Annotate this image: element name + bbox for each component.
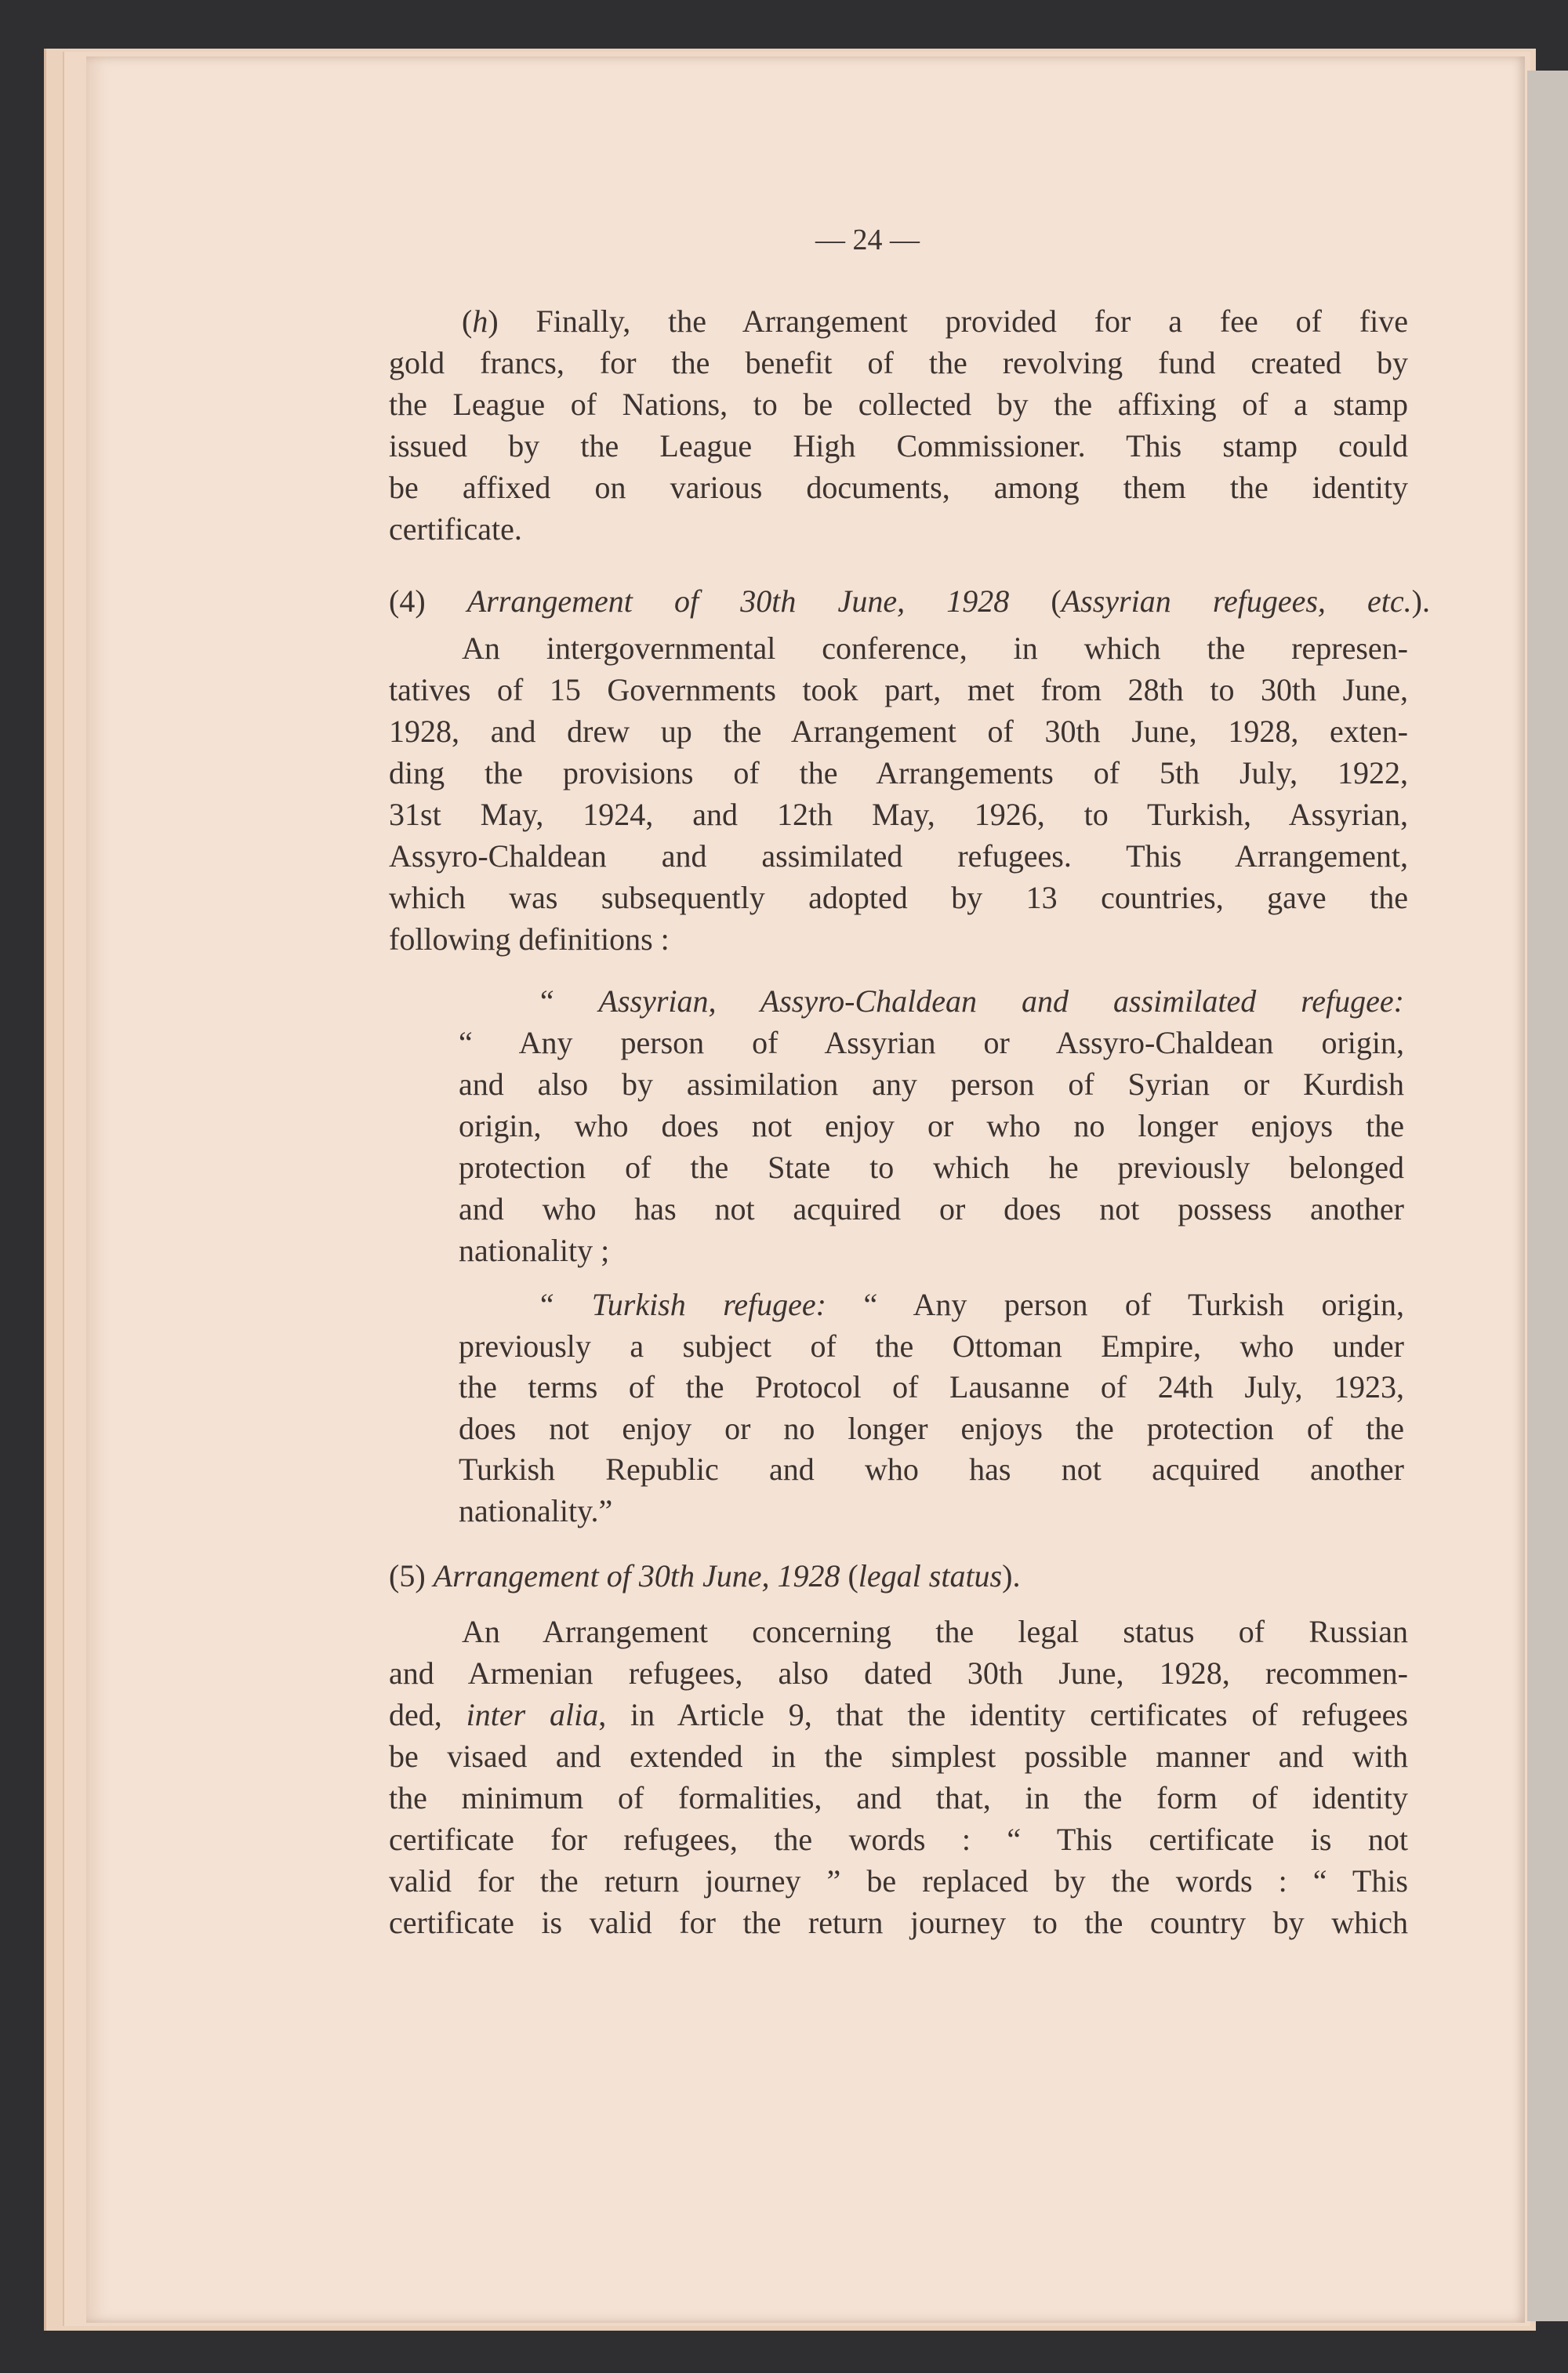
text-line: which was subsequently adopted by 13 countries, gave the xyxy=(389,880,1408,915)
text-line xyxy=(389,1555,1251,1597)
text-line: certificate for refugees, the words : “ This certificate is not xyxy=(389,1822,1408,1857)
text-line: previously a subject of the Ottoman Empire, who under xyxy=(459,1328,1404,1364)
text-line xyxy=(389,580,1430,622)
text-segment: , in Article 9, that the identity certificates of refugees xyxy=(598,1697,1408,1732)
italic-text: “ Assyrian, Assyro-Chaldean and assimilated refugee: xyxy=(537,983,1404,1019)
text-segment: ). xyxy=(1002,1558,1021,1594)
text-line: the minimum of formalities, and that, in the form of identity xyxy=(389,1780,1408,1815)
text-line: certificate. xyxy=(389,511,522,547)
text-segment: ) Finally, the Arrangement provided for a fee of five xyxy=(488,303,1408,339)
text-line xyxy=(389,300,1408,342)
definition-turkish-refugee xyxy=(459,1285,1404,1532)
text-line: nationality ; xyxy=(459,1233,610,1268)
text-line: “ Any person of Assyrian or Assyro-Chaldean origin, xyxy=(459,1025,1404,1060)
definition-assyrian-refugee xyxy=(459,980,1404,1271)
text-line: An intergovernmental conference, in which the represen- xyxy=(462,630,1408,666)
text-segment: “ Any person of Turkish origin, xyxy=(863,1287,1405,1322)
text-segment: (4) xyxy=(389,583,467,619)
text-segment: ded, xyxy=(389,1697,466,1732)
section-heading-5 xyxy=(389,1555,1251,1597)
text-segment: ( xyxy=(462,303,473,339)
paragraph-section-4 xyxy=(389,627,1408,960)
text-segment: ). xyxy=(1411,583,1430,619)
text-line: and who has not acquired or does not possess another xyxy=(459,1191,1404,1226)
text-line: origin, who does not enjoy or who no longer enjoys the xyxy=(459,1108,1404,1143)
paragraph-h xyxy=(389,300,1408,550)
text-line: certificate is valid for the return journey to the country by which xyxy=(389,1905,1408,1940)
paragraph-section-5 xyxy=(389,1611,1408,1943)
text-line: protection of the State to which he previously belonged xyxy=(459,1150,1404,1185)
text-line: 1928, and drew up the Arrangement of 30th June, 1928, exten- xyxy=(389,714,1408,749)
text-segment: (5) xyxy=(389,1558,434,1594)
italic-text: h xyxy=(472,303,488,339)
section-heading-4 xyxy=(389,580,1430,622)
italic-text: legal status xyxy=(858,1558,1003,1594)
text-line: gold francs, for the benefit of the revolving fund created by xyxy=(389,345,1408,380)
text-line: 31st May, 1924, and 12th May, 1926, to Turkish, Assyrian, xyxy=(389,797,1408,832)
text-line: tatives of 15 Governments took part, met from 28th to 30th June, xyxy=(389,672,1408,707)
facing-page-edge xyxy=(1527,71,1568,2321)
text-segment: ( xyxy=(1009,583,1062,619)
italic-text: Arrangement of 30th June, 1928 xyxy=(466,583,1010,619)
text-line: the League of Nations, to be collected by the affixing of a stamp xyxy=(389,387,1408,422)
italic-text: “ Turkish refugee: xyxy=(537,1287,864,1322)
page-number: — 24 — xyxy=(815,223,920,256)
text-segment: ( xyxy=(840,1558,858,1594)
text-line xyxy=(389,1694,1408,1735)
text-line: issued by the League High Commissioner. This stamp could xyxy=(389,428,1408,463)
text-line xyxy=(459,1285,1404,1326)
text-line: An Arrangement concerning the legal status of Russian xyxy=(462,1614,1408,1649)
text-line: be visaed and extended in the simplest possible manner and with xyxy=(389,1739,1408,1774)
italic-text: Arrangement of 30th June, 1928 xyxy=(433,1558,840,1594)
text-line: does not enjoy or no longer enjoys the protection of the xyxy=(459,1410,1404,1446)
text-line xyxy=(459,980,1404,1022)
text-line: nationality.” xyxy=(459,1492,613,1528)
text-line: the terms of the Protocol of Lausanne of 24th July, 1923, xyxy=(459,1369,1404,1405)
italic-text: Assyrian refugees, etc. xyxy=(1061,583,1412,619)
italic-text: inter alia xyxy=(466,1697,599,1732)
text-line: following definitions : xyxy=(389,921,670,957)
text-line: ding the provisions of the Arrangements of 5th July, 1922, xyxy=(389,755,1408,790)
text-line: Turkish Republic and who has not acquired another xyxy=(459,1452,1404,1487)
text-line: be affixed on various documents, among them the identity xyxy=(389,470,1408,505)
text-line: Assyro-Chaldean and assimilated refugees. This Arrangement, xyxy=(389,838,1408,874)
text-line: valid for the return journey ” be replaced by the words : “ This xyxy=(389,1863,1408,1899)
text-line: and also by assimilation any person of Syrian or Kurdish xyxy=(459,1067,1404,1102)
text-line: and Armenian refugees, also dated 30th June, 1928, recommen- xyxy=(389,1655,1408,1691)
